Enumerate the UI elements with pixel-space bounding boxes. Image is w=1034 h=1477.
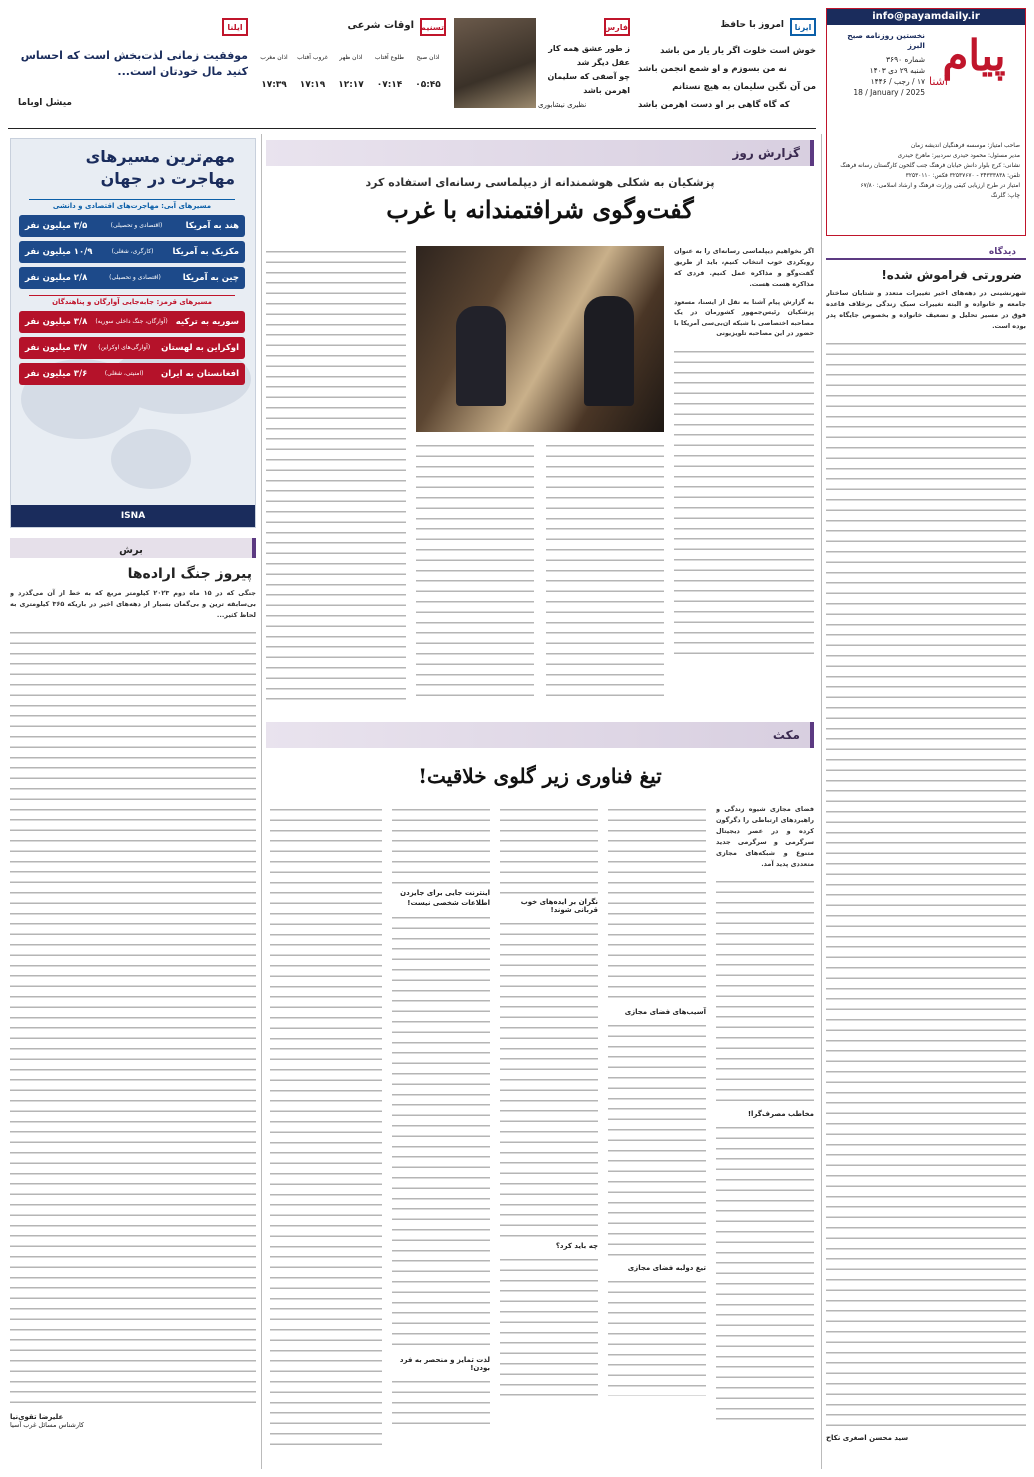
ilna-logo: ایلنا xyxy=(222,18,248,36)
tech-body-4c xyxy=(392,1376,490,1426)
route-3-name: چین به آمریکا xyxy=(182,273,239,283)
route-row-5 xyxy=(19,337,245,359)
infographic-title-2: مهاجرت در جهان xyxy=(100,169,235,188)
route-3-type: (اقتصادی و تحصیلی) xyxy=(109,274,161,281)
poem-box xyxy=(454,18,630,118)
infographic xyxy=(10,138,256,528)
route-5-type: (آوارگی‌های اوکراین) xyxy=(98,344,151,351)
credits: صاحب امتیاز: موسسه فرهنگیان اندیشه زمان مدیر مسئول: محمود حیدری سردبیر: ماهرخ حیدری نشانی: کرج بلوار دانش خیابان فرهنگ جنب گلخون کارگستان رسانه فرهنگ تلفن: ۳۴۳۳۳۸۳۸ - ۳۲۵۳۷۶۷۰ فکس: ۳۲۵۳۰۱۱۰ امتیاز در طرح ارزیابی کیفی وزارت فرهنگ و ارشاد اسلامی: ۶۷/۸۰ چاپ: گلرنگ xyxy=(840,143,1020,199)
tech-body-3b xyxy=(500,918,598,1238)
prayer-maghrib-label: اذان مغرب xyxy=(260,54,288,61)
route-2-type: (کارگری، شغلی) xyxy=(111,248,154,255)
route-3-count: ۲/۸ میلیون نفر xyxy=(25,273,88,283)
route-row-1 xyxy=(19,215,245,237)
logo-word: پیام xyxy=(942,31,1006,80)
route-row-2 xyxy=(19,241,245,263)
tech-headline: تیغ فناوری زیر گلوی خلاقیت! xyxy=(418,764,662,788)
poem2-line-2: چو آصفی که سلیمان اهرمن باشد xyxy=(547,72,630,95)
column-section: برش xyxy=(119,545,143,556)
tech-body-1a xyxy=(716,876,814,1106)
report-headline: گفت‌وگوی شرافتمندانه با غرب xyxy=(386,195,694,224)
prayer-fajr-time: ۰۵:۴۵ xyxy=(415,80,441,90)
report-byline: به گزارش پیام آشنا به نقل از ایسنا، مسعود پزشکیان رئیس‌جمهور کشورمان در یک مصاحبه اختصاصی با شبکه ان‌بی‌سی آمریکا با حضور در این مصاحبه تلویزیونی xyxy=(674,299,814,338)
route-1-type: (اقتصادی و تحصیلی) xyxy=(110,222,163,229)
poem-photo xyxy=(454,18,536,108)
date-en: 18 / January / 2025 xyxy=(853,88,925,97)
top-divider xyxy=(8,128,816,129)
route-row-3 xyxy=(19,267,245,289)
report-lead: اگر بخواهیم دیپلماسی رسانه‌ای را به عنوان رویکردی خوب انتخاب کنیم، باید از طریق گفت‌وگو و مذاکره عمل کنیم. فردی که مذاکره هست هست. xyxy=(674,247,814,288)
prayer-label: اوقات شرعی xyxy=(347,20,414,31)
tech-body-2a xyxy=(608,804,706,1004)
tech-sub-3: نگران بر ایده‌های خوب قربانی شوند! xyxy=(520,898,598,914)
prayer-fajr-label: اذان صبح xyxy=(416,54,440,61)
tech-sub-5: اینترنت جایی برای جایزدن اطلاعات شخصی نیست! xyxy=(400,889,490,907)
group-2-label: مسیرهای قرمز: جابه‌جایی آوارگان و پناهندگان xyxy=(29,295,235,306)
tech-body-2c xyxy=(608,1276,706,1396)
editorial-section: دیدگاه xyxy=(988,247,1016,257)
route-2-name: مکزیک به آمریکا xyxy=(172,247,239,257)
prayer-dhuhr-label: اذان ظهر xyxy=(339,54,363,61)
tech xyxy=(266,722,814,1470)
report-section: گزارش روز xyxy=(732,146,800,160)
editorial-author: سید محسن اصغری نکاح xyxy=(826,1434,909,1442)
hafez-line-3: من آن نگین سلیمان به هیچ نستانم xyxy=(672,82,816,92)
column xyxy=(10,538,256,1468)
logo-sub: آشنا xyxy=(929,75,948,88)
route-row-4 xyxy=(19,311,245,333)
issue-number: شماره ۳۶۹۰ xyxy=(886,55,925,64)
irna-logo: ایرنا xyxy=(790,18,816,36)
route-5-name: اوکراین به لهستان xyxy=(161,343,239,353)
date-fa: شنبه ۲۹ دی ۱۴۰۳ xyxy=(869,66,925,75)
tech-body-3c xyxy=(500,1254,598,1404)
tech-sub-2: مخاطب مصرف‌گرا! xyxy=(747,1110,814,1118)
col-divider-1 xyxy=(821,134,822,1469)
tech-sub-7: تیغ دولبه فضای مجازی xyxy=(627,1264,706,1272)
route-4-type: (آوارگان، جنگ داخلی سوریه) xyxy=(95,318,168,325)
tech-section: مکث xyxy=(772,728,800,742)
route-1-name: هند به آمریکا xyxy=(185,221,239,231)
column-body xyxy=(10,627,256,1407)
email[interactable]: info@payamdaily.ir xyxy=(827,9,1025,25)
route-2-count: ۱۰/۹ میلیون نفر xyxy=(25,247,93,257)
report-kicker: پزشکیان به شکلی هوشمندانه از دیپلماسی رسانه‌ای استفاده کرد xyxy=(365,176,715,189)
report-body-3 xyxy=(546,440,664,705)
group-1-label: مسیرهای آبی: مهاجرت‌های اقتصادی و دانشی xyxy=(29,199,235,210)
hafez-line-4: که گاه گاهی بر او دست اهرمن باشد xyxy=(638,100,790,110)
prayer-sunrise-time: ۰۷:۱۴ xyxy=(376,80,403,90)
route-4-count: ۳/۸ میلیون نفر xyxy=(25,317,88,327)
date-ar: ۱۷ / رجب / ۱۴۴۶ xyxy=(870,77,925,86)
editorial xyxy=(826,244,1026,1469)
col-divider-2 xyxy=(261,134,262,1469)
hafez-box xyxy=(638,18,816,118)
isna-source: ISNA xyxy=(120,511,146,521)
report-body-2 xyxy=(266,246,406,706)
tech-body-4a xyxy=(392,804,490,884)
editorial-lead: شهرنشینی در دهه‌های اخیر تغییرات متعدد و شتابان ساختار جامعه و خانواده و البته تغییرات سبک زندگی برخلاف قاعده فوق در مسیر تحلیل و تضعیف خانواده و بخصوص جایگاه پدر بوده است. xyxy=(826,289,1026,330)
tech-body-5 xyxy=(270,804,382,1454)
tech-sub-4: چه باید کرد؟ xyxy=(555,1242,598,1250)
fars-logo: فارس xyxy=(604,18,630,36)
report xyxy=(266,140,814,715)
route-5-count: ۳/۷ میلیون نفر xyxy=(25,343,88,353)
prayer-sunset-time: ۱۷:۱۹ xyxy=(299,80,326,90)
route-6-type: (امنیتی، شغلی) xyxy=(104,370,144,377)
report-body-1 xyxy=(674,346,814,656)
editorial-body xyxy=(826,338,1026,1428)
column-section-bar xyxy=(10,538,256,558)
column-headline: پیروز جنگ اراده‌ها xyxy=(127,566,252,582)
report-section-bar xyxy=(266,140,814,166)
poem2-author: نظیری نیشابوری xyxy=(538,101,587,109)
tech-body-4b xyxy=(392,912,490,1352)
prayer-sunset-label: غروب آفتاب xyxy=(297,54,328,61)
tagline: نخستین روزنامه صبح البرز xyxy=(847,31,925,50)
tech-sub-1: آسیب‌های فضای مجازی xyxy=(624,1008,706,1016)
hafez-label: امروز با حافظ xyxy=(720,20,784,30)
tech-body-1b xyxy=(716,1122,814,1422)
tech-body-3a xyxy=(500,804,598,894)
route-4-name: سوریه به ترکیه xyxy=(175,317,239,327)
quote-box xyxy=(8,18,248,118)
infographic-footer xyxy=(11,505,255,527)
route-1-count: ۳/۵ میلیون نفر xyxy=(25,221,88,231)
quote-text: موفقیت زمانی لذت‌بخش است که احساس کنید مال خودتان است... xyxy=(20,49,248,78)
masthead xyxy=(826,8,1026,236)
route-6-name: افغانستان به ایران xyxy=(160,369,239,379)
tech-lead: فضای مجازی شیوه زندگی و راهبردهای ارتباطی را دگرگون کرده و در عصر دیجیتال سرگرمی و سرگرمی جدید متنوع و شبکه‌های مجازی متعددی پدید آمد. xyxy=(716,805,814,868)
route-6-count: ۳/۶ میلیون نفر xyxy=(25,369,88,379)
hafez-line-2: نه من بسوزم و او شمع انجمن باشد xyxy=(638,64,787,74)
column-lead: جنگی که در ۱۵ ماه دوم ۲۰۲۳ کیلومتر مربع که به خط از آن می‌گذرد و بی‌سابقه ترین و بی‌گمان بسیار از دهه‌های اخیر در باریکه ۳۶۵ کیلومتری به لحاظ کثیر... xyxy=(10,589,256,619)
poem2-line-1: ز طور عشق همه کار عقل دیگر شد xyxy=(548,44,630,67)
editorial-section-bar xyxy=(826,244,1026,260)
prayer-sunrise-label: طلوع آفتاب xyxy=(374,54,405,61)
tech-sub-6: لذت تمایز و منحصر به فرد بودن! xyxy=(399,1356,490,1372)
column-author-role: کارشناس مسائل غرب آسیا xyxy=(10,1421,85,1429)
tasnim-logo: تسنیم xyxy=(420,18,446,36)
report-body-4 xyxy=(416,440,534,705)
tech-body-2b xyxy=(608,1020,706,1260)
prayer-dhuhr-time: ۱۲:۱۷ xyxy=(338,80,364,90)
prayer-maghrib-time: ۱۷:۳۹ xyxy=(261,80,287,90)
column-author: علیرضا تقوی‌نیا xyxy=(10,1413,64,1421)
editorial-headline: ضرورتی فراموش شده! xyxy=(881,268,1022,282)
logo xyxy=(929,31,1019,91)
route-row-6 xyxy=(19,363,245,385)
hafez-line-1: خوش است خلوت اگر یار یار من باشد xyxy=(660,46,816,56)
tech-section-bar xyxy=(266,722,814,748)
prayer-box xyxy=(256,18,446,118)
quote-author: میشل اوباما xyxy=(18,98,72,108)
infographic-title-1: مهم‌ترین مسیرهای xyxy=(85,147,235,166)
report-photo xyxy=(416,246,664,432)
